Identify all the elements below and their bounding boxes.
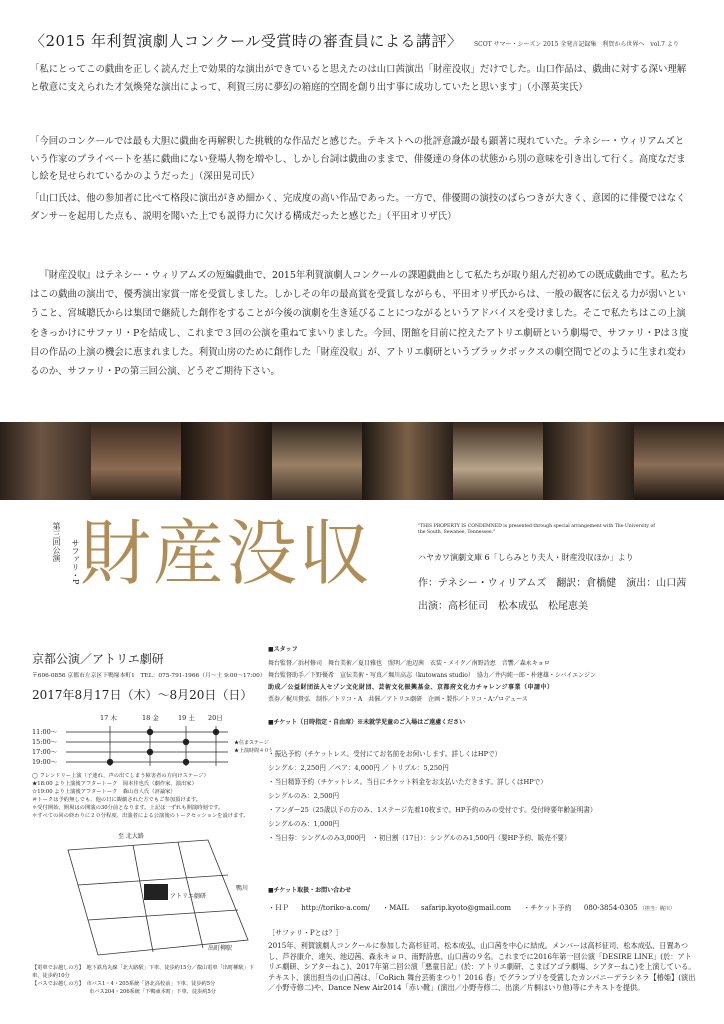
- photo-3: [181, 422, 272, 500]
- performance-dot: [183, 739, 189, 745]
- tel-label: ・チケット予約: [523, 904, 572, 912]
- note-line: ★18:00 より上演後アフタートーク 岡本佳也氏（劇作家、演出家）: [32, 781, 197, 787]
- ticket-line: シングルのみ：2,500円: [268, 792, 340, 800]
- staff-list: [268, 658, 688, 706]
- staff-line: 票券／梶川貴弘 制作／トリコ・A 共催／アトリエ劇研 企画・製作／トリコ・Aプロデュース: [268, 696, 528, 703]
- access-line: 【電車でお越しの方】 地下鉄烏丸線「北大路駅」下車、徒歩約15分／叡山電車「出町柳駅」下車、徒歩約10分: [32, 965, 254, 979]
- staff-line: 舞台監督助手／下野優希 宣伝美術・写真／堀川高志（kutowans studio） 協力／井内純一郎・朴建雄・シバイエンジン: [268, 672, 596, 679]
- intro-paragraph: 『財産没収』はテネシー・ウィリアムズの短編戯曲で、2015年利賀演劇人コンクールの課題戯曲として私たちが取り組んだ初めての既成戯曲です。私たちはこの戯曲の演出で、優秀演出家賞一席を受賞しました。しかしその年の最高賞を受賞しながらも、平田オリザ氏からは、一般の観客に伝える力が弱いということ、宮城聰氏からは集団で継続した創作をすることが今後の演劇を生き延びることにつながるというアドバイスを受けました。そこで私たちはこの上演をきっかけにサファリ・Pを結成し、これまで３回の公演を重ねてまいりました。今回、閉館を目前に控えたアトリエ劇研という劇場で、サファリ・Pは３度目の作品の上演の機会に恵まれました。利賀山房のために創作した「財産没収」が、アトリエ劇研というブラックボックスの劇空間でどのように生まれ変わるのか、サファリ・Pの第三回公演、どうぞご期待下さい。: [30, 270, 689, 378]
- photo-1: [0, 422, 91, 500]
- contact-line: [268, 903, 688, 913]
- photo-4: [272, 422, 363, 500]
- credits-cast: 出演：高杉征司 松本成弘 松尾恵美: [418, 601, 588, 612]
- map-label: 至 北大路: [118, 833, 144, 840]
- map-label: アトリエ劇研: [170, 893, 206, 900]
- performance-dot: [147, 749, 153, 755]
- theater-marker: [144, 884, 168, 900]
- production-title: 財産没収: [80, 512, 373, 595]
- staff-heading: ■スタッフ: [268, 646, 298, 653]
- series-label: 第三回公演: [52, 522, 61, 562]
- ticket-line: ・振込予約（チケットレス。受付にてお名前をお伺いします。詳しくはHPで）: [268, 750, 502, 758]
- venue-address: 〒606-0856 京都市左京区下鴨塚本町1 TEL：075-791-1966（月～土 9:00～17:00）: [32, 673, 266, 679]
- source-text: ハヤカワ演劇文庫 6「しらみとり夫人・財産没収ほか」より: [418, 553, 634, 562]
- time-label: 11:00～: [32, 728, 58, 736]
- performance-dot: [107, 759, 113, 765]
- credits-creative: 作：テネシー・ウィリアムズ 翻訳：倉橋健 演出：山口茜: [418, 578, 687, 589]
- time-label: 17:00～: [32, 748, 58, 756]
- ticket-line: ・当日券：シングルのみ3,000円 ・初日割（17日）：シングルのみ1,500円（要HP予約、販売不要）: [268, 834, 571, 842]
- hp-link[interactable]: http://toriko-a.com/: [301, 904, 370, 912]
- company-label: サファリ・P: [71, 539, 80, 585]
- note-line: ＊すべての回の終わりに２０分程度、出演者による公演後のトークセッションを設けます。: [32, 813, 249, 819]
- mail-link[interactable]: safarip.kyoto@gmail.com: [421, 904, 512, 912]
- photo-5: [362, 422, 453, 500]
- tickets-heading: ■チケット（日時指定・自由席）※未就学児童のご入場はご遠慮ください: [268, 719, 466, 726]
- schedule-grid: [32, 712, 272, 772]
- time-label: 15:00～: [32, 738, 58, 746]
- ticket-line: ・アンダー25（25歳以下の方のみ、1ステージ先着10枚まで。HP予約のみの受付です。受付時要年齢証明書）: [268, 806, 597, 814]
- staff-line: 舞台監督／浜村修司 舞台美術／夏目雅也 照明／池辺茜 衣装・メイク／南野詩恵 音響／森永キョロ: [268, 660, 550, 667]
- ticket-line: ・当日精算予約（チケットレス。当日にチケット料金をお支払いただきます。詳しくはHPで）: [268, 778, 547, 786]
- mail-label: ・MAIL: [382, 904, 409, 912]
- about-text: 2015年、利賀演劇人コンクールに参加した高杉征司、松本成弘、山口茜を中心に結成。メンバーは高杉征司、松本成弘、日置あつし、芦谷康介、達矢、池辺茜、森永キョロ、南野詩恵、山口茜の９名。これまでに2016年第一回公演「DESIRE LINE」(於：アトリエ劇研、シアターねこ)、2017年第二回公演「悪童日記」(於：アトリエ劇研、こまばアゴラ劇場、シアターねこ)を上演している。テキスト、演出担当の山口茜は、「CoRich 舞台芸術まつり！2016 春」でグランプリを受賞したカンパニーデラシネラ【椿姫】(演出／小野寺修二)や、Dance New Air2014「赤い靴」(演出／小野寺修二、出演／片桐はいり他)等にテキストを提供。: [268, 941, 696, 992]
- day-header: 20日: [208, 714, 223, 722]
- tel-number[interactable]: 080-3854-0305: [583, 904, 638, 912]
- header-subtitle: SCOT サマー・シーズン 2015 全発言記録集 利賀から世界へ vol.7 より: [474, 41, 679, 48]
- ticket-line: シングルのみ：1,000円: [268, 820, 340, 828]
- note-line: ＃トークは予約無しでも、他の日に観劇された方でもご参加頂けます。: [32, 797, 202, 803]
- note-line: ☆19:00 より上演後アフタートーク 森山直人氏（評論家）: [32, 789, 176, 795]
- ticket-line: シングル：2,250円 ／ペア：4,000円 ／ トリプル：5,250円: [268, 764, 449, 772]
- day-header: 18 金: [142, 714, 159, 722]
- schedule-table: [32, 712, 272, 772]
- review-quote-ozawa: 「私にとってこの戯曲を正しく読んだ上で効果的な演出ができていると思えたのは山口茜演出「財産没収」だけでした。山口作品は、戯曲に対する深い理解と敬意に支えられた才気煥発な演出によって、利賀三房に夢幻の箱庭的空間を創り出す事に成功していたと思います」（小澤英実氏）: [30, 64, 687, 93]
- map-label: 出町柳駅: [208, 945, 233, 952]
- access-info: [32, 964, 264, 996]
- performance-dot: [147, 729, 153, 735]
- review-quote-fukada: 「今回のコンクールでは最も大胆に戯曲を再解釈した挑戦的な作品だと感じた。テキストへの批評意識が最も顕著に現れていた。テネシー・ウィリアムズという作家のプライベートを基に戯曲にない登場人物を増やし、しかし台詞は戯曲のままで、俳優達の身体の状態から別の意味を引き出して行く。高度なだまし絵を見せられているかのようだった」（深田晃司氏）: [30, 136, 686, 182]
- map-label: 鴨川: [236, 885, 249, 892]
- schedule-legend: ★住まステージ: [234, 740, 269, 746]
- performance-dot: [183, 759, 189, 765]
- venue-map: [58, 830, 258, 960]
- tel-note: （担当：梶川）: [639, 906, 675, 912]
- time-label: 19:00～: [32, 758, 58, 766]
- note-line: ◯ フレンドリー上演（子連れ、声の出てしまう障害者の方向けステージ）: [32, 773, 209, 779]
- hp-label: ・ＨＰ: [268, 904, 289, 912]
- photo-2: [91, 422, 182, 500]
- photo-6: [453, 422, 544, 500]
- photo-8: [634, 422, 724, 500]
- photo-7: [543, 422, 634, 500]
- schedule-notes: [32, 772, 268, 820]
- review-quote-hirata: 「山口氏は、他の参加者に比べて格段に演出がきめ細かく、完成度の高い作品であった。一方で、俳優間の演技のばらつきが大きく、意図的に俳優ではなくダンサーを起用した点も、説明を聞いた上でも説得力に欠ける構成だったと感じた」（平田オリザ氏）: [30, 193, 686, 222]
- access-line: 【バスでお越しの方】 市バス1・4・205系統「洛北高校前」下車、徒歩約5分: [32, 981, 216, 987]
- performance-dates: 2017年8月17日（木）～8月20日（日）: [32, 688, 253, 702]
- copyright-notice: "THIS PROPERTY IS CONDEMNED is presented through special arrangement with The University of the South, Sewanee, Tennessee.": [418, 524, 655, 535]
- day-header: 17 木: [100, 714, 117, 722]
- about-heading: ［サファリ・Pとは？］: [268, 929, 343, 937]
- header-title: 〈2015 年利賀演劇人コンクール受賞時の審査員による講評〉: [30, 32, 463, 50]
- venue-label: 京都公演／アトリエ劇研: [32, 652, 164, 666]
- day-header: 19 土: [178, 714, 195, 722]
- contact-heading: ■チケット取扱・お問い合わせ: [268, 887, 352, 894]
- note-line: ＊受付開始、開場はの開演の30分前となります。上記は一ずれも開演時刻です。: [32, 805, 224, 811]
- production-photo-strip: [0, 422, 724, 500]
- performance-dot: [213, 729, 219, 735]
- staff-line: 助成／公益財団法人セゾン文化財団、芸術文化振興基金、京都府文化力チャレンジ事業（申請中）: [268, 684, 554, 691]
- ticket-info: [268, 747, 688, 845]
- schedule-legend: ★上演時間４０分: [234, 748, 272, 754]
- access-line: 市バス204・206系統「下鴨東本町」下車、徒歩約5分: [32, 989, 216, 995]
